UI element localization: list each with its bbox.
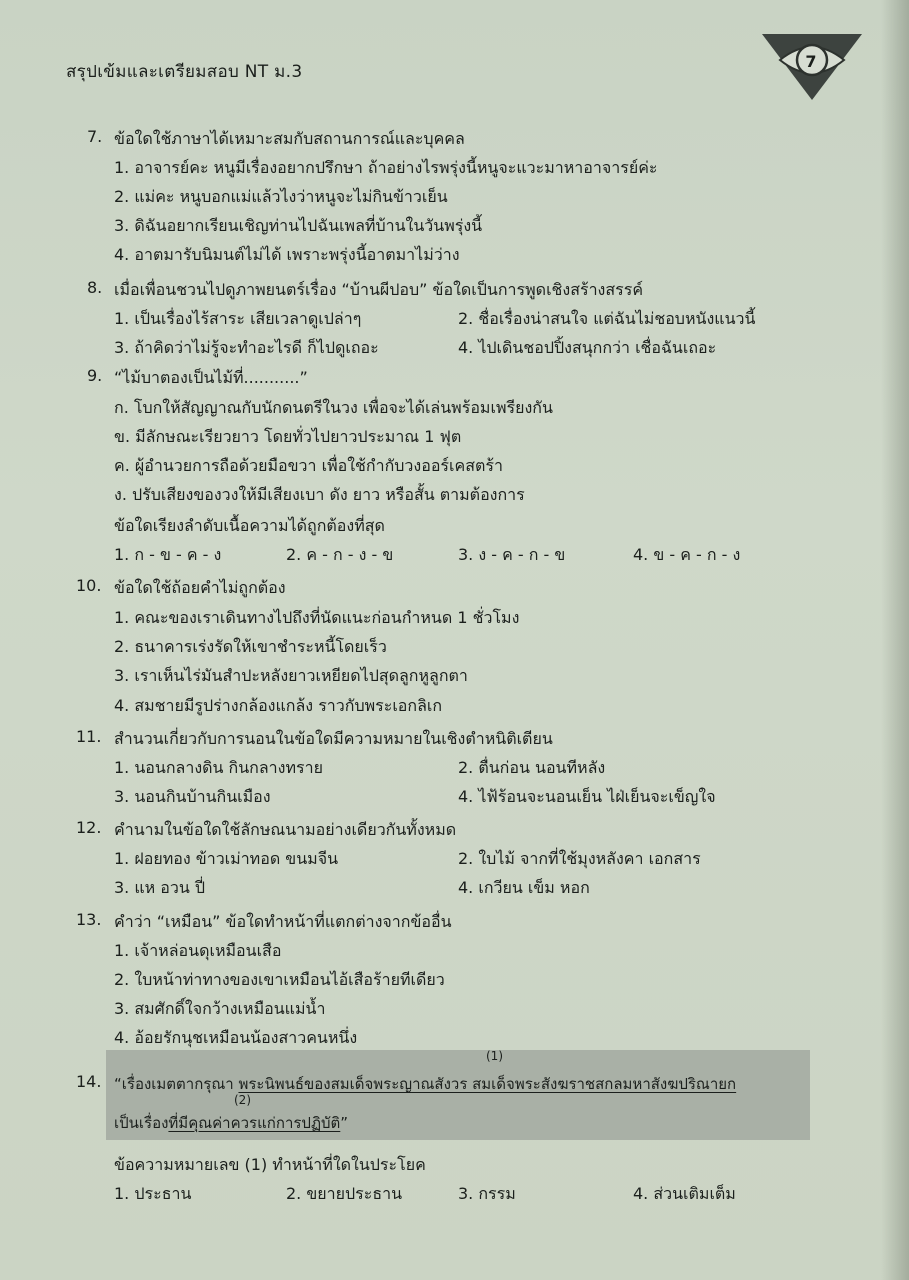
q8-option-1: 1. เป็นเรื่องไร้สาระ เสียเวลาดูเปล่าๆ xyxy=(114,309,362,328)
q14-marker-2: (2) xyxy=(234,1093,251,1107)
q7-question: ข้อใดใช้ภาษาได้เหมาะสมกับสถานการณ์และบุคคล xyxy=(114,129,465,148)
q9-prompt: ข้อใดเรียงลำดับเนื้อความได้ถูกต้องที่สุด xyxy=(114,516,385,535)
q14-quote-part-1: “เรื่องเมตตากรุณา xyxy=(114,1075,239,1093)
q12-option-3: 3. แห อวน ปี่ xyxy=(114,878,206,897)
q14-option-1: 1. ประธาน xyxy=(114,1184,192,1203)
page-number: 7 xyxy=(805,52,817,71)
q11-number: 11. xyxy=(76,727,102,746)
q12-option-2: 2. ใบไม้ จากที่ใช้มุงหลังคา เอกสาร xyxy=(458,849,701,868)
q12-option-4: 4. เกวียน เข็ม หอก xyxy=(458,878,590,897)
q13-option-1: 1. เจ้าหล่อนดุเหมือนเสือ xyxy=(114,941,282,960)
q14-option-2: 2. ขยายประธาน xyxy=(286,1184,403,1203)
q8-question: เมื่อเพื่อนชวนไปดูภาพยนตร์เรื่อง “บ้านผีปอบ” ข้อใดเป็นการพูดเชิงสร้างสรรค์ xyxy=(114,280,644,299)
q9-item-3: ค. ผู้อำนวยการถือด้วยมือขวา เพื่อใช้กำกับวงออร์เคสตร้า xyxy=(114,456,503,475)
q8-option-3: 3. ถ้าคิดว่าไม่รู้จะทำอะไรดี ก็ไปดูเถอะ xyxy=(114,338,379,357)
q9-option-2: 2. ค - ก - ง - ข xyxy=(286,545,394,564)
page-edge-shadow xyxy=(881,0,909,1280)
q13-option-4: 4. อ้อยรักนุชเหมือนน้องสาวคนหนึ่ง xyxy=(114,1028,358,1047)
q14-quote-part-5: ” xyxy=(340,1114,349,1132)
q12-option-1: 1. ฝอยทอง ข้าวเม่าทอด ขนมจีน xyxy=(114,849,339,868)
q14-quote-line-1 xyxy=(114,1072,736,1096)
q10-option-2: 2. ธนาคารเร่งรัดให้เขาชำระหนี้โดยเร็ว xyxy=(114,637,387,656)
q14-option-3: 3. กรรม xyxy=(458,1184,516,1203)
q10-number: 10. xyxy=(76,576,102,595)
q7-option-1: 1. อาจารย์คะ หนูมีเรื่องอยากปรึกษา ถ้าอย่างไรพรุ่งนี้หนูจะแวะมาหาอาจารย์ค่ะ xyxy=(114,158,658,177)
q14-quote-part-4: ที่มีคุณค่าควรแก่การปฏิบัติ xyxy=(168,1114,341,1132)
q14-quote-line-2 xyxy=(114,1111,348,1135)
q14-quote-part-3: เป็นเรื่อง xyxy=(114,1114,169,1132)
q7-option-2: 2. แม่คะ หนูบอกแม่แล้วไงว่าหนูจะไม่กินข้าวเย็น xyxy=(114,187,448,206)
page-header-title: สรุปเข้มและเตรียมสอบ NT ม.3 xyxy=(66,62,303,82)
q10-question: ข้อใดใช้ถ้อยคำไม่ถูกต้อง xyxy=(114,578,286,597)
q13-option-2: 2. ใบหน้าท่าทางของเขาเหมือนไอ้เสือร้ายทีเดียว xyxy=(114,970,445,989)
q11-question: สำนวนเกี่ยวกับการนอนในข้อใดมีความหมายในเชิงตำหนิติเตียน xyxy=(114,729,553,748)
q8-option-2: 2. ชื่อเรื่องน่าสนใจ แต่ฉันไม่ชอบหนังแนวนี้ xyxy=(458,309,756,328)
q9-option-3: 3. ง - ค - ก - ข xyxy=(458,545,566,564)
q10-option-3: 3. เราเห็นไร่มันสำปะหลังยาวเหยียดไปสุดลูกหูลูกตา xyxy=(114,666,468,685)
q7-option-3: 3. ดิฉันอยากเรียนเชิญท่านไปฉันเพลที่บ้านในวันพรุ่งนี้ xyxy=(114,216,483,235)
q9-item-2: ข. มีลักษณะเรียวยาว โดยทั่วไปยาวประมาณ 1 ฟุต xyxy=(114,427,462,446)
q14-number: 14. xyxy=(76,1072,102,1091)
q10-option-4: 4. สมชายมีรูปร่างกล้องแกล้ง ราวกับพระเอกลิเก xyxy=(114,696,443,715)
q8-number: 8. xyxy=(87,278,103,297)
q11-option-3: 3. นอนกินบ้านกินเมือง xyxy=(114,787,271,806)
q11-option-4: 4. ไฟ้ร้อนจะนอนเย็น ไฝ่เย็นจะเข็ญใจ xyxy=(458,787,716,806)
q10-option-1: 1. คณะของเราเดินทางไปถึงที่นัดแนะก่อนกำหนด 1 ชั่วโมง xyxy=(114,608,520,627)
q14-quote-part-2: พระนิพนธ์ของสมเด็จพระญาณสังวร สมเด็จพระสังฆราชสกลมหาสังฆปริณายก xyxy=(238,1075,737,1093)
q12-question: คำนามในข้อใดใช้ลักษณนามอย่างเดียวกันทั้งหมด xyxy=(114,820,457,839)
q7-option-4: 4. อาตมารับนิมนต์ไม่ได้ เพราะพรุ่งนี้อาตมาไม่ว่าง xyxy=(114,245,460,264)
q14-prompt: ข้อความหมายเลข (1) ทำหน้าที่ใดในประโยค xyxy=(114,1155,426,1174)
q9-option-4: 4. ข - ค - ก - ง xyxy=(633,545,741,564)
q9-option-1: 1. ก - ข - ค - ง xyxy=(114,545,222,564)
q12-number: 12. xyxy=(76,818,102,837)
q13-number: 13. xyxy=(76,910,102,929)
q7-number: 7. xyxy=(87,127,103,146)
q9-number: 9. xyxy=(87,366,103,385)
q9-item-4: ง. ปรับเสียงของวงให้มีเสียงเบา ดัง ยาว หรือสั้น ตามต้องการ xyxy=(114,485,525,504)
q14-marker-1: (1) xyxy=(486,1049,503,1063)
q11-option-2: 2. ตื่นก่อน นอนทีหลัง xyxy=(458,758,606,777)
q9-item-1: ก. โบกให้สัญญาณกับนักดนตรีในวง เพื่อจะได้เล่นพร้อมเพรียงกัน xyxy=(114,398,553,417)
q13-question: คำว่า “เหมือน” ข้อใดทำหน้าที่แตกต่างจากข้ออื่น xyxy=(114,912,452,931)
q14-option-4: 4. ส่วนเติมเต็ม xyxy=(633,1184,736,1203)
q11-option-1: 1. นอนกลางดิน กินกลางทราย xyxy=(114,758,323,777)
q13-option-3: 3. สมศักดิ์ใจกว้างเหมือนแม่น้ำ xyxy=(114,999,326,1018)
q8-option-4: 4. ไปเดินชอปปิ้งสนุกกว่า เชื่อฉันเถอะ xyxy=(458,338,717,357)
q9-question: “ไม้บาตองเป็นไม้ที่...........” xyxy=(114,368,308,387)
